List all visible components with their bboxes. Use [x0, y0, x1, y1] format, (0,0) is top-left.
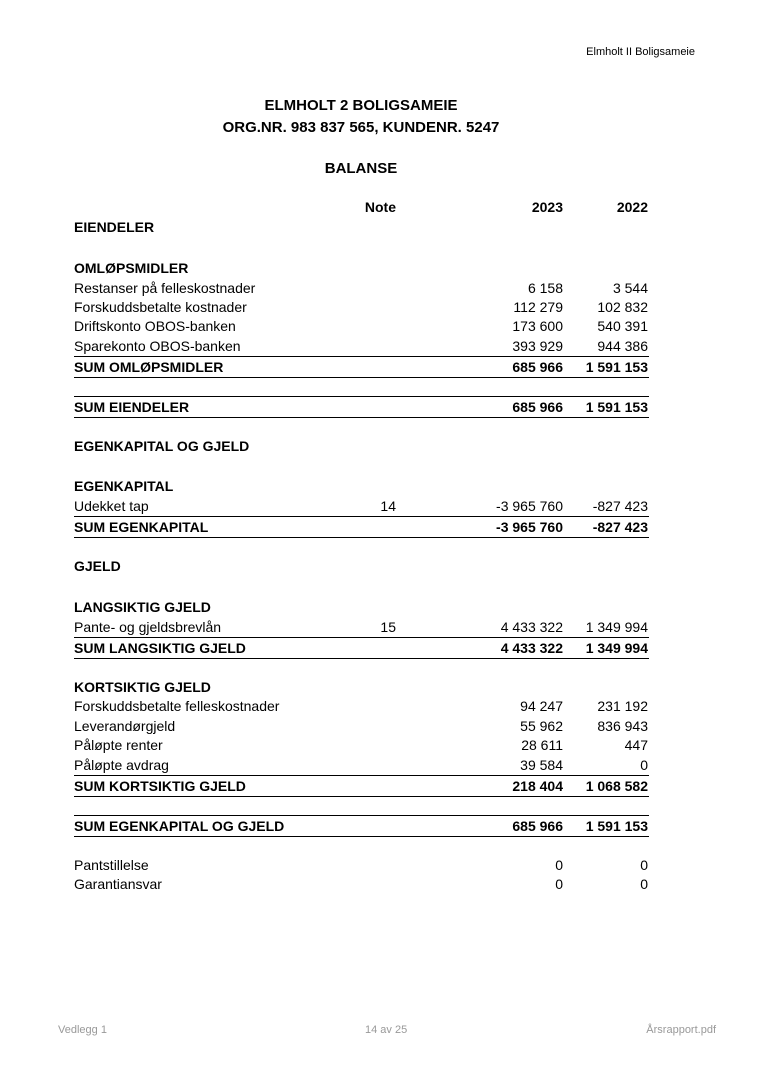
table-row: Leverandørgjeld 55 962 836 943: [74, 718, 648, 734]
year-2023-column-header: 2023: [531, 199, 563, 215]
sum-row: SUM EGENKAPITAL -3 965 760 -827 423: [74, 516, 649, 538]
sum-row: SUM EIENDELER 685 966 1 591 153: [74, 396, 649, 418]
table-row: Restanser på felleskostnader 6 158 3 544: [74, 280, 648, 296]
page-number: 14 av 25: [365, 1024, 408, 1036]
table-row: Driftskonto OBOS-banken 173 600 540 391: [74, 318, 648, 334]
section-heading: EGENKAPITAL OG GJELD: [74, 438, 250, 454]
table-row: Forskuddsbetalte kostnader 112 279 102 832: [74, 299, 648, 315]
sum-row: SUM OMLØPSMIDLER 685 966 1 591 153: [74, 356, 649, 378]
sum-row: SUM KORTSIKTIG GJELD 218 404 1 068 582: [74, 775, 649, 797]
subsection-heading: LANGSIKTIG GJELD: [74, 599, 211, 615]
footer-filename: Årsrapport.pdf: [646, 1024, 716, 1036]
table-row: Pantstillelse 0 0: [74, 857, 648, 873]
sum-row: SUM LANGSIKTIG GJELD 4 433 322 1 349 994: [74, 637, 649, 659]
section-heading: EIENDELER: [74, 219, 155, 235]
footer-attachment-label: Vedlegg 1: [58, 1024, 107, 1036]
table-row: Påløpte renter 28 611 447: [74, 737, 648, 753]
table-row: Forskuddsbetalte felleskostnader 94 247 231 192: [74, 698, 648, 714]
table-row: Sparekonto OBOS-banken 393 929 944 386: [74, 338, 648, 354]
header-org-name: Elmholt II Boligsameie: [586, 46, 695, 58]
title-line-1: ELMHOLT 2 BOLIGSAMEIE: [264, 97, 458, 114]
section-heading: GJELD: [74, 558, 121, 574]
title-line-2: ORG.NR. 983 837 565, KUNDENR. 5247: [222, 119, 500, 136]
subsection-heading: EGENKAPITAL: [74, 478, 174, 494]
subsection-heading: KORTSIKTIG GJELD: [74, 679, 211, 695]
table-row: Garantiansvar 0 0: [74, 876, 648, 892]
balance-title: BALANSE: [324, 160, 398, 177]
table-row: Påløpte avdrag 39 584 0: [74, 757, 648, 773]
table-row: Udekket tap 14 -3 965 760 -827 423: [74, 498, 648, 514]
subsection-heading: OMLØPSMIDLER: [74, 260, 189, 276]
sum-row: SUM EGENKAPITAL OG GJELD 685 966 1 591 153: [74, 815, 649, 837]
year-2022-column-header: 2022: [616, 199, 648, 215]
table-row: Pante- og gjeldsbrevlån 15 4 433 322 1 349 994: [74, 619, 648, 635]
note-column-header: Note: [364, 199, 396, 215]
column-headers: [74, 197, 649, 217]
